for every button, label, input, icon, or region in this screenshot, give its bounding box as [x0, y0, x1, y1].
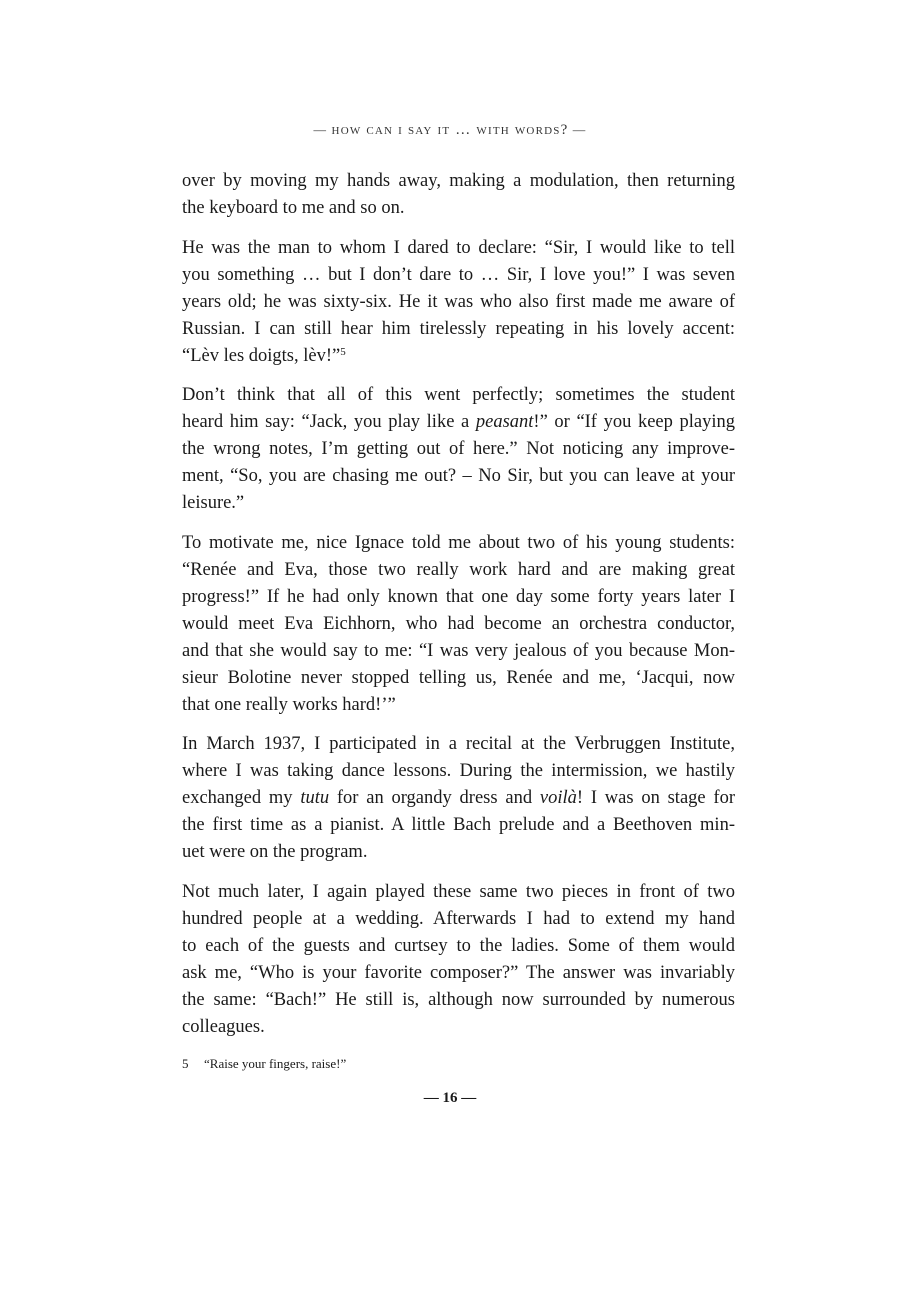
text-line [182, 692, 735, 719]
italic-text: peasant [475, 412, 534, 432]
text-run: Russian. I can still hear him tirelessly repeating in his lovely accent: [182, 318, 735, 339]
text-run: In March 1937, I participated in a recital at the Verbruggen Institute, [182, 734, 735, 754]
text-line [182, 960, 735, 987]
running-header [0, 122, 900, 139]
text-run: years old; he was sixty-six. He it was who also first made me aware of [182, 291, 735, 312]
body-text [182, 168, 735, 1053]
text-line [182, 906, 735, 933]
text-line [182, 316, 735, 343]
text-line [182, 584, 735, 611]
text-run: uet were on the program. [182, 842, 368, 862]
text-run: to each of the guests and curtsey to the ladies. Some of them would [182, 935, 735, 956]
text-run: ! I was on stage for [576, 788, 735, 808]
page-number: — 16 — [423, 1090, 477, 1106]
text-line [182, 530, 735, 557]
text-run: exchanged my [182, 788, 301, 808]
text-line [182, 731, 735, 758]
paragraph [182, 382, 735, 517]
text-line [182, 343, 735, 370]
text-line [182, 987, 735, 1014]
header-dash: — [313, 123, 328, 137]
footnote-ref: 5 [340, 345, 346, 358]
text-run: and that she would say to me: “I was very jealous of you because Mon- [182, 640, 735, 661]
text-line [182, 436, 735, 463]
text-line [182, 879, 735, 906]
text-line [182, 1014, 735, 1041]
text-run: heard him say: “Jack, you play like a [182, 412, 476, 432]
text-line [182, 382, 735, 409]
text-run: the wrong notes, I’m getting out of here.” Not noticing any improve- [182, 439, 735, 459]
text-line [182, 611, 735, 638]
text-run: !” or “If you keep playing [533, 412, 735, 432]
text-line [182, 262, 735, 289]
text-run: would meet Eva Eichhorn, who had become an orchestra conductor, [182, 613, 735, 634]
italic-text: voilà [539, 788, 577, 808]
text-run: He was the man to whom I dared to declare: “Sir, I would like to tell [182, 237, 735, 258]
text-run: colleagues. [182, 1016, 265, 1037]
text-line [182, 812, 735, 839]
paragraph [182, 168, 735, 222]
text-run: for an organdy dress and [329, 788, 540, 808]
text-run: leisure.” [182, 493, 245, 513]
paragraph [182, 731, 735, 866]
text-line [182, 933, 735, 960]
text-line [182, 490, 735, 517]
text-line [182, 785, 735, 812]
text-run: the first time as a pianist. A little Bach prelude and a Beethoven min- [182, 815, 735, 835]
text-line [182, 463, 735, 490]
text-line [182, 839, 735, 866]
italic-text: tutu [300, 788, 330, 808]
paragraph [182, 235, 735, 370]
footnote [182, 1056, 346, 1072]
text-run: you something … but I don’t dare to … Sir, I love you!” I was seven [182, 264, 735, 285]
text-line [182, 168, 735, 195]
footnote-text: “Raise your fingers, raise!” [204, 1056, 347, 1071]
text-run: To motivate me, nice Ignace told me about two of his young students: [182, 532, 735, 553]
text-run: “Lèv les doigts, lèv!” [182, 345, 341, 366]
text-line [182, 638, 735, 665]
text-line [182, 665, 735, 692]
text-run: progress!” If he had only known that one day some forty years later I [182, 586, 735, 607]
text-run: ment, “So, you are chasing me out? – No Sir, but you can leave at your [182, 466, 735, 486]
paragraph [182, 530, 735, 719]
text-line [182, 409, 735, 436]
text-run: Not much later, I again played these same two pieces in front of two [182, 881, 735, 902]
header-dash: — [572, 123, 587, 137]
text-run: where I was taking dance lessons. During the intermission, we hastily [182, 761, 735, 781]
text-run: the keyboard to me and so on. [182, 198, 405, 218]
text-line [182, 758, 735, 785]
text-line [182, 195, 735, 222]
text-run: ask me, “Who is your favorite composer?” The answer was invariably [182, 962, 735, 983]
text-line [182, 235, 735, 262]
text-line [182, 557, 735, 584]
text-line [182, 289, 735, 316]
text-run: sieur Bolotine never stopped telling us, Renée and me, ‘Jacqui, now [182, 667, 735, 688]
text-run: that one really works hard!’” [182, 694, 396, 715]
text-run: over by moving my hands away, making a modulation, then returning [182, 171, 735, 191]
paragraph [182, 879, 735, 1041]
text-run: Don’t think that all of this went perfectly; sometimes the student [182, 385, 735, 405]
text-run: hundred people at a wedding. Afterwards I had to extend my hand [182, 908, 735, 929]
header-title: how can i say it … with words? [331, 122, 569, 138]
footnote-number: 5 [182, 1056, 189, 1071]
text-run: “Renée and Eva, those two really work hard and are making great [182, 559, 735, 580]
text-run: the same: “Bach!” He still is, although now surrounded by numerous [182, 989, 735, 1010]
